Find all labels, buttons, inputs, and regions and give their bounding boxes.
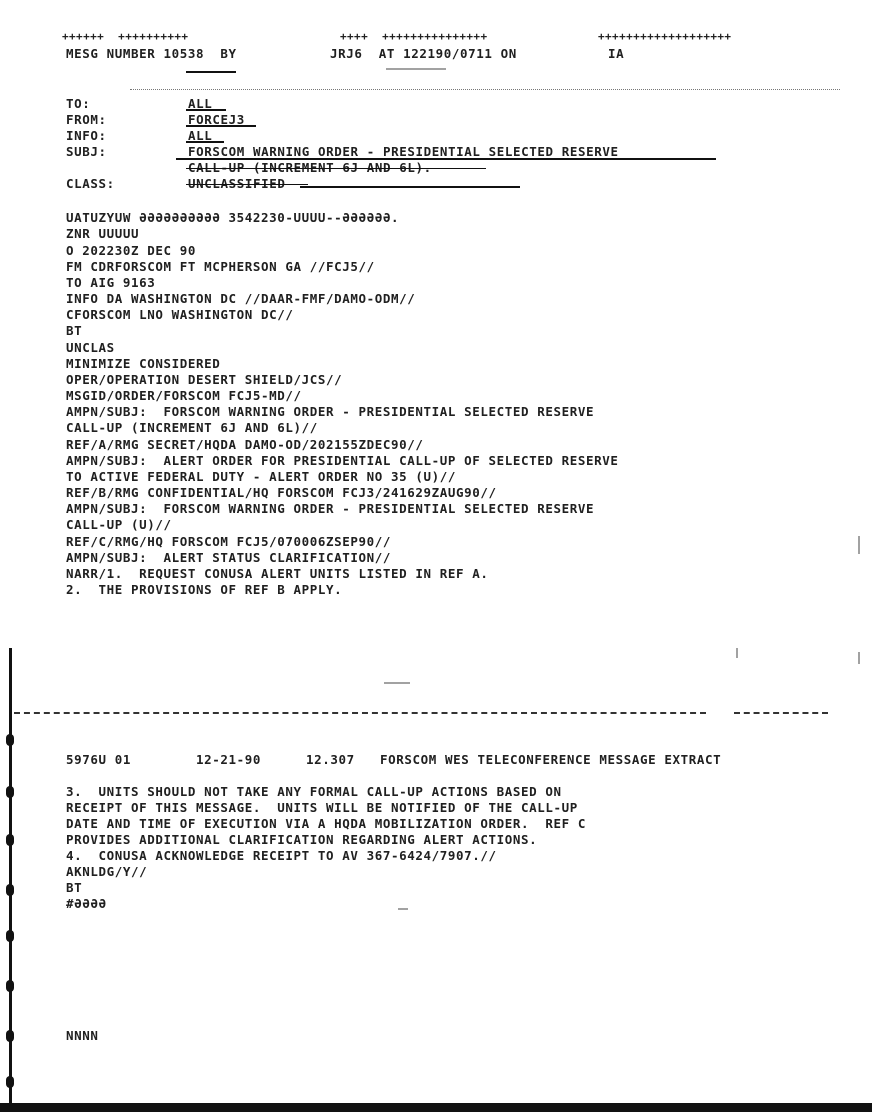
from-label: FROM: — [66, 112, 107, 127]
message-line: MSGID/ORDER/FORSCOM FCJ5-MD// — [66, 388, 302, 403]
extract-title: FORSCOM WES TELECONFERENCE MESSAGE EXTRACT — [380, 752, 722, 767]
info-value: ALL — [188, 128, 213, 143]
to-value: ALL — [188, 96, 213, 111]
continuation-line: BT — [66, 880, 83, 895]
message-line: NARR/1. REQUEST CONUSA ALERT UNITS LISTED IN REF A. — [66, 566, 489, 581]
message-line: REF/A/RMG SECRET/HQDA DAMO-OD/202155ZDEC90// — [66, 437, 424, 452]
binder-hole-mark — [6, 786, 14, 798]
end-of-message-marker: NNNN — [66, 1028, 99, 1043]
page-bottom-edge — [0, 1103, 872, 1112]
scan-smudge — [386, 68, 446, 70]
class-value: UNCLASSIFIED — [188, 176, 286, 191]
continuation-line: AKNLDG/Y// — [66, 864, 148, 879]
scan-smudge — [736, 648, 738, 658]
page-break-line — [14, 712, 706, 714]
binder-hole-mark — [6, 734, 14, 746]
to-label: TO: — [66, 96, 91, 111]
message-line: FM CDRFORSCOM FT MCPHERSON GA //FCJ5// — [66, 259, 375, 274]
message-line: AMPN/SUBJ: FORSCOM WARNING ORDER - PRESIDENTIAL SELECTED RESERVE — [66, 404, 595, 419]
message-line: AMPN/SUBJ: ALERT STATUS CLARIFICATION// — [66, 550, 392, 565]
subject-line-1: FORSCOM WARNING ORDER - PRESIDENTIAL SELECTED RESERVE — [188, 144, 619, 159]
message-line: CALL-UP (INCREMENT 6J AND 6L)// — [66, 420, 318, 435]
to-underline — [186, 109, 226, 111]
continuation-line: PROVIDES ADDITIONAL CLARIFICATION REGARDING ALERT ACTIONS. — [66, 832, 538, 847]
header-underline-mark — [186, 71, 236, 73]
binder-hole-mark — [6, 1076, 14, 1088]
class-underline — [300, 186, 520, 188]
from-underline — [186, 125, 256, 127]
scan-smudge — [858, 536, 860, 554]
header-plus-row-right: +++++++++++++++++++ — [598, 30, 732, 43]
message-station-code: IA — [608, 46, 625, 61]
binder-hole-mark — [6, 1030, 14, 1042]
message-line: AMPN/SUBJ: ALERT ORDER FOR PRESIDENTIAL CALL-UP OF SELECTED RESERVE — [66, 453, 619, 468]
subject-line-2: CALL-UP (INCREMENT 6J AND 6L). — [188, 160, 432, 175]
class-strikethrough — [186, 184, 308, 185]
class-label: CLASS: — [66, 176, 115, 191]
continuation-line: 3. UNITS SHOULD NOT TAKE ANY FORMAL CALL-UP ACTIONS BASED ON — [66, 784, 562, 799]
message-line: UATUZYUW ƏƏƏƏƏƏƏƏƏƏ 3542230-UUUU--ƏƏƏƏƏƏ. — [66, 210, 400, 225]
message-line: ZNR UUUUU — [66, 226, 140, 241]
extract-time: 12.307 — [306, 752, 355, 767]
message-line: BT — [66, 323, 83, 338]
message-line: CALL-UP (U)// — [66, 517, 172, 532]
extract-doc-id: 5976U 01 — [66, 752, 132, 767]
message-line: REF/B/RMG CONFIDENTIAL/HQ FORSCOM FCJ3/241629ZAUG90// — [66, 485, 497, 500]
binder-hole-mark — [6, 930, 14, 942]
continuation-line: 4. CONUSA ACKNOWLEDGE RECEIPT TO AV 367-6424/7907.// — [66, 848, 497, 863]
message-line: O 202230Z DEC 90 — [66, 243, 197, 258]
continuation-line: #ƏƏƏƏ — [66, 896, 107, 911]
subject-strikethrough — [186, 168, 486, 169]
extract-date: 12-21-90 — [196, 752, 262, 767]
header-plus-row-mid: ++++ +++++++++++++++ — [340, 30, 488, 43]
continuation-line: RECEIPT OF THIS MESSAGE. UNITS WILL BE NOTIFIED OF THE CALL-UP — [66, 800, 578, 815]
message-line: 2. THE PROVISIONS OF REF B APPLY. — [66, 582, 343, 597]
scan-smudge — [858, 652, 860, 664]
message-line: TO AIG 9163 — [66, 275, 156, 290]
message-line: TO ACTIVE FEDERAL DUTY - ALERT ORDER NO 35 (U)// — [66, 469, 457, 484]
continuation-line: DATE AND TIME OF EXECUTION VIA A HQDA MOBILIZATION ORDER. REF C — [66, 816, 587, 831]
page-break-line-right — [734, 712, 828, 714]
message-line: UNCLAS — [66, 340, 115, 355]
info-underline — [186, 141, 224, 143]
binder-hole-mark — [6, 980, 14, 992]
subject-label: SUBJ: — [66, 144, 107, 159]
message-line: AMPN/SUBJ: FORSCOM WARNING ORDER - PRESIDENTIAL SELECTED RESERVE — [66, 501, 595, 516]
info-label: INFO: — [66, 128, 107, 143]
scan-smudge — [398, 908, 408, 910]
message-line: CFORSCOM LNO WASHINGTON DC// — [66, 307, 294, 322]
message-number-line: MESG NUMBER 10538 BY — [66, 46, 237, 61]
header-plus-row-left: ++++++ ++++++++++ — [62, 30, 189, 43]
binder-hole-mark — [6, 884, 14, 896]
from-value: FORCEJ3 — [188, 112, 245, 127]
message-line: REF/C/RMG/HQ FORSCOM FCJ5/070006ZSEP90// — [66, 534, 392, 549]
message-line: INFO DA WASHINGTON DC //DAAR-FMF/DAMO-ODM// — [66, 291, 416, 306]
binder-hole-mark — [6, 834, 14, 846]
header-divider — [130, 89, 840, 90]
message-routing-stamp: JRJ6 AT 122190/0711 ON — [330, 46, 517, 61]
message-line: OPER/OPERATION DESERT SHIELD/JCS// — [66, 372, 343, 387]
message-line: MINIMIZE CONSIDERED — [66, 356, 221, 371]
scan-smudge — [384, 682, 410, 684]
